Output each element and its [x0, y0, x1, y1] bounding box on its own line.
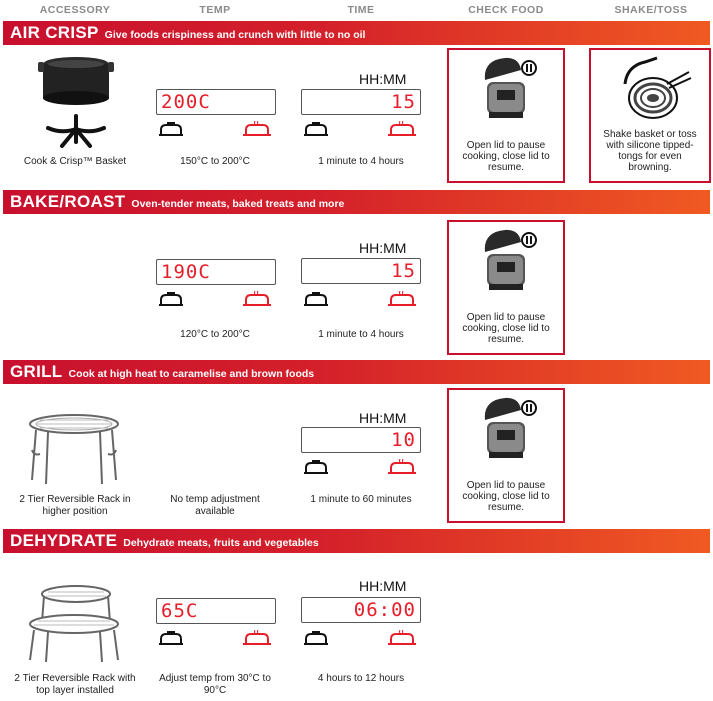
column-header-shake-toss: SHAKE/TOSS [614, 4, 688, 16]
temp-display-value: 200C [161, 91, 211, 113]
time-format-label: HH:MM [359, 578, 407, 594]
temp-range: 120°C to 200°C [180, 329, 250, 340]
time-display [301, 258, 421, 284]
mode-banner-bake-roast [3, 190, 710, 214]
heating-lid-icon [387, 291, 417, 307]
heating-lid-icon [387, 630, 417, 646]
heating-lid-icon [242, 121, 272, 137]
mode-name: BAKE/ROAST [10, 192, 126, 211]
lid-closed-icon [158, 121, 184, 137]
lid-closed-icon [303, 291, 329, 307]
cooker-open-lid-icon [479, 228, 539, 296]
column-header-row [0, 0, 713, 18]
time-format-label: HH:MM [359, 71, 407, 87]
shake-toss-box [589, 48, 711, 183]
temp-icon-pair [156, 121, 274, 139]
column-header-check-food: CHECK FOOD [468, 4, 544, 16]
temp-display-value: 65C [161, 600, 199, 622]
mode-description: Cook at high heat to caramelise and brown foods [68, 368, 315, 380]
time-display-value: 15 [391, 260, 416, 282]
cooker-open-lid-icon [479, 56, 539, 124]
time-range: 1 minute to 4 hours [318, 329, 404, 340]
heating-lid-icon [242, 630, 272, 646]
column-header-time: TIME [347, 4, 375, 16]
mode-banner-dehydrate [3, 529, 710, 553]
mode-description: Oven-tender meats, baked treats and more [131, 198, 345, 210]
check-food-box [447, 388, 565, 523]
temp-display [156, 259, 276, 285]
mode-description: Dehydrate meats, fruits and vegetables [123, 537, 319, 549]
check-food-box [447, 48, 565, 183]
cooker-open-lid-icon [479, 396, 539, 464]
lid-closed-icon [303, 121, 329, 137]
time-display-value: 15 [391, 91, 416, 113]
shake-basket-tongs-icon [605, 54, 695, 124]
mode-banner-air-crisp [3, 21, 710, 45]
temp-range: No temp adjustment available [170, 494, 260, 517]
heating-lid-icon [387, 121, 417, 137]
time-icon-pair [301, 121, 419, 139]
temp-display-value: 190C [161, 261, 211, 283]
column-header-temp: TEMP [199, 4, 231, 16]
check-food-instructions: Open lid to pause cooking, close lid to resume. [462, 140, 550, 173]
shake-toss-instructions: Shake basket or toss with silicone tipped-tongs for even browning. [603, 129, 697, 173]
reversible-rack-stacked-icon [24, 578, 124, 664]
cook-crisp-basket-icon [38, 54, 114, 150]
time-range: 1 minute to 4 hours [318, 156, 404, 167]
mode-banner-grill [3, 360, 710, 384]
mode-description: Give foods crispiness and crunch with little to no oil [104, 29, 366, 41]
mode-name: AIR CRISP [10, 23, 99, 42]
column-header-accessory: ACCESSORY [39, 4, 111, 16]
time-display-value: 06:00 [353, 599, 416, 621]
accessory-label: 2 Tier Reversible Rack in higher position [19, 494, 131, 517]
lid-closed-icon [158, 291, 184, 307]
check-food-box [447, 220, 565, 355]
lid-closed-icon [303, 459, 329, 475]
check-food-instructions: Open lid to pause cooking, close lid to resume. [462, 312, 550, 345]
time-display [301, 427, 421, 453]
temp-range: Adjust temp from 30°C to 90°C [159, 673, 271, 696]
time-format-label: HH:MM [359, 240, 407, 256]
time-display [301, 89, 421, 115]
mode-name: DEHYDRATE [10, 531, 118, 550]
time-range: 4 hours to 12 hours [317, 673, 405, 684]
temp-range: 150°C to 200°C [180, 156, 250, 167]
time-display-value: 10 [391, 429, 416, 451]
lid-closed-icon [303, 630, 329, 646]
accessory-label: 2 Tier Reversible Rack with top layer installed [14, 673, 136, 696]
reversible-rack-high-icon [26, 410, 122, 486]
time-range: 1 minute to 60 minutes [310, 494, 412, 505]
time-display [301, 597, 421, 623]
heating-lid-icon [387, 459, 417, 475]
time-icon-pair [301, 630, 419, 648]
temp-icon-pair [156, 291, 274, 309]
accessory-label: Cook & Crisp™ Basket [23, 156, 127, 167]
time-icon-pair [301, 291, 419, 309]
check-food-instructions: Open lid to pause cooking, close lid to resume. [462, 480, 550, 513]
mode-name: GRILL [10, 362, 63, 381]
lid-closed-icon [158, 630, 184, 646]
heating-lid-icon [242, 291, 272, 307]
time-icon-pair [301, 459, 419, 477]
time-format-label: HH:MM [359, 410, 407, 426]
temp-display [156, 89, 276, 115]
temp-display [156, 598, 276, 624]
temp-icon-pair [156, 630, 274, 648]
